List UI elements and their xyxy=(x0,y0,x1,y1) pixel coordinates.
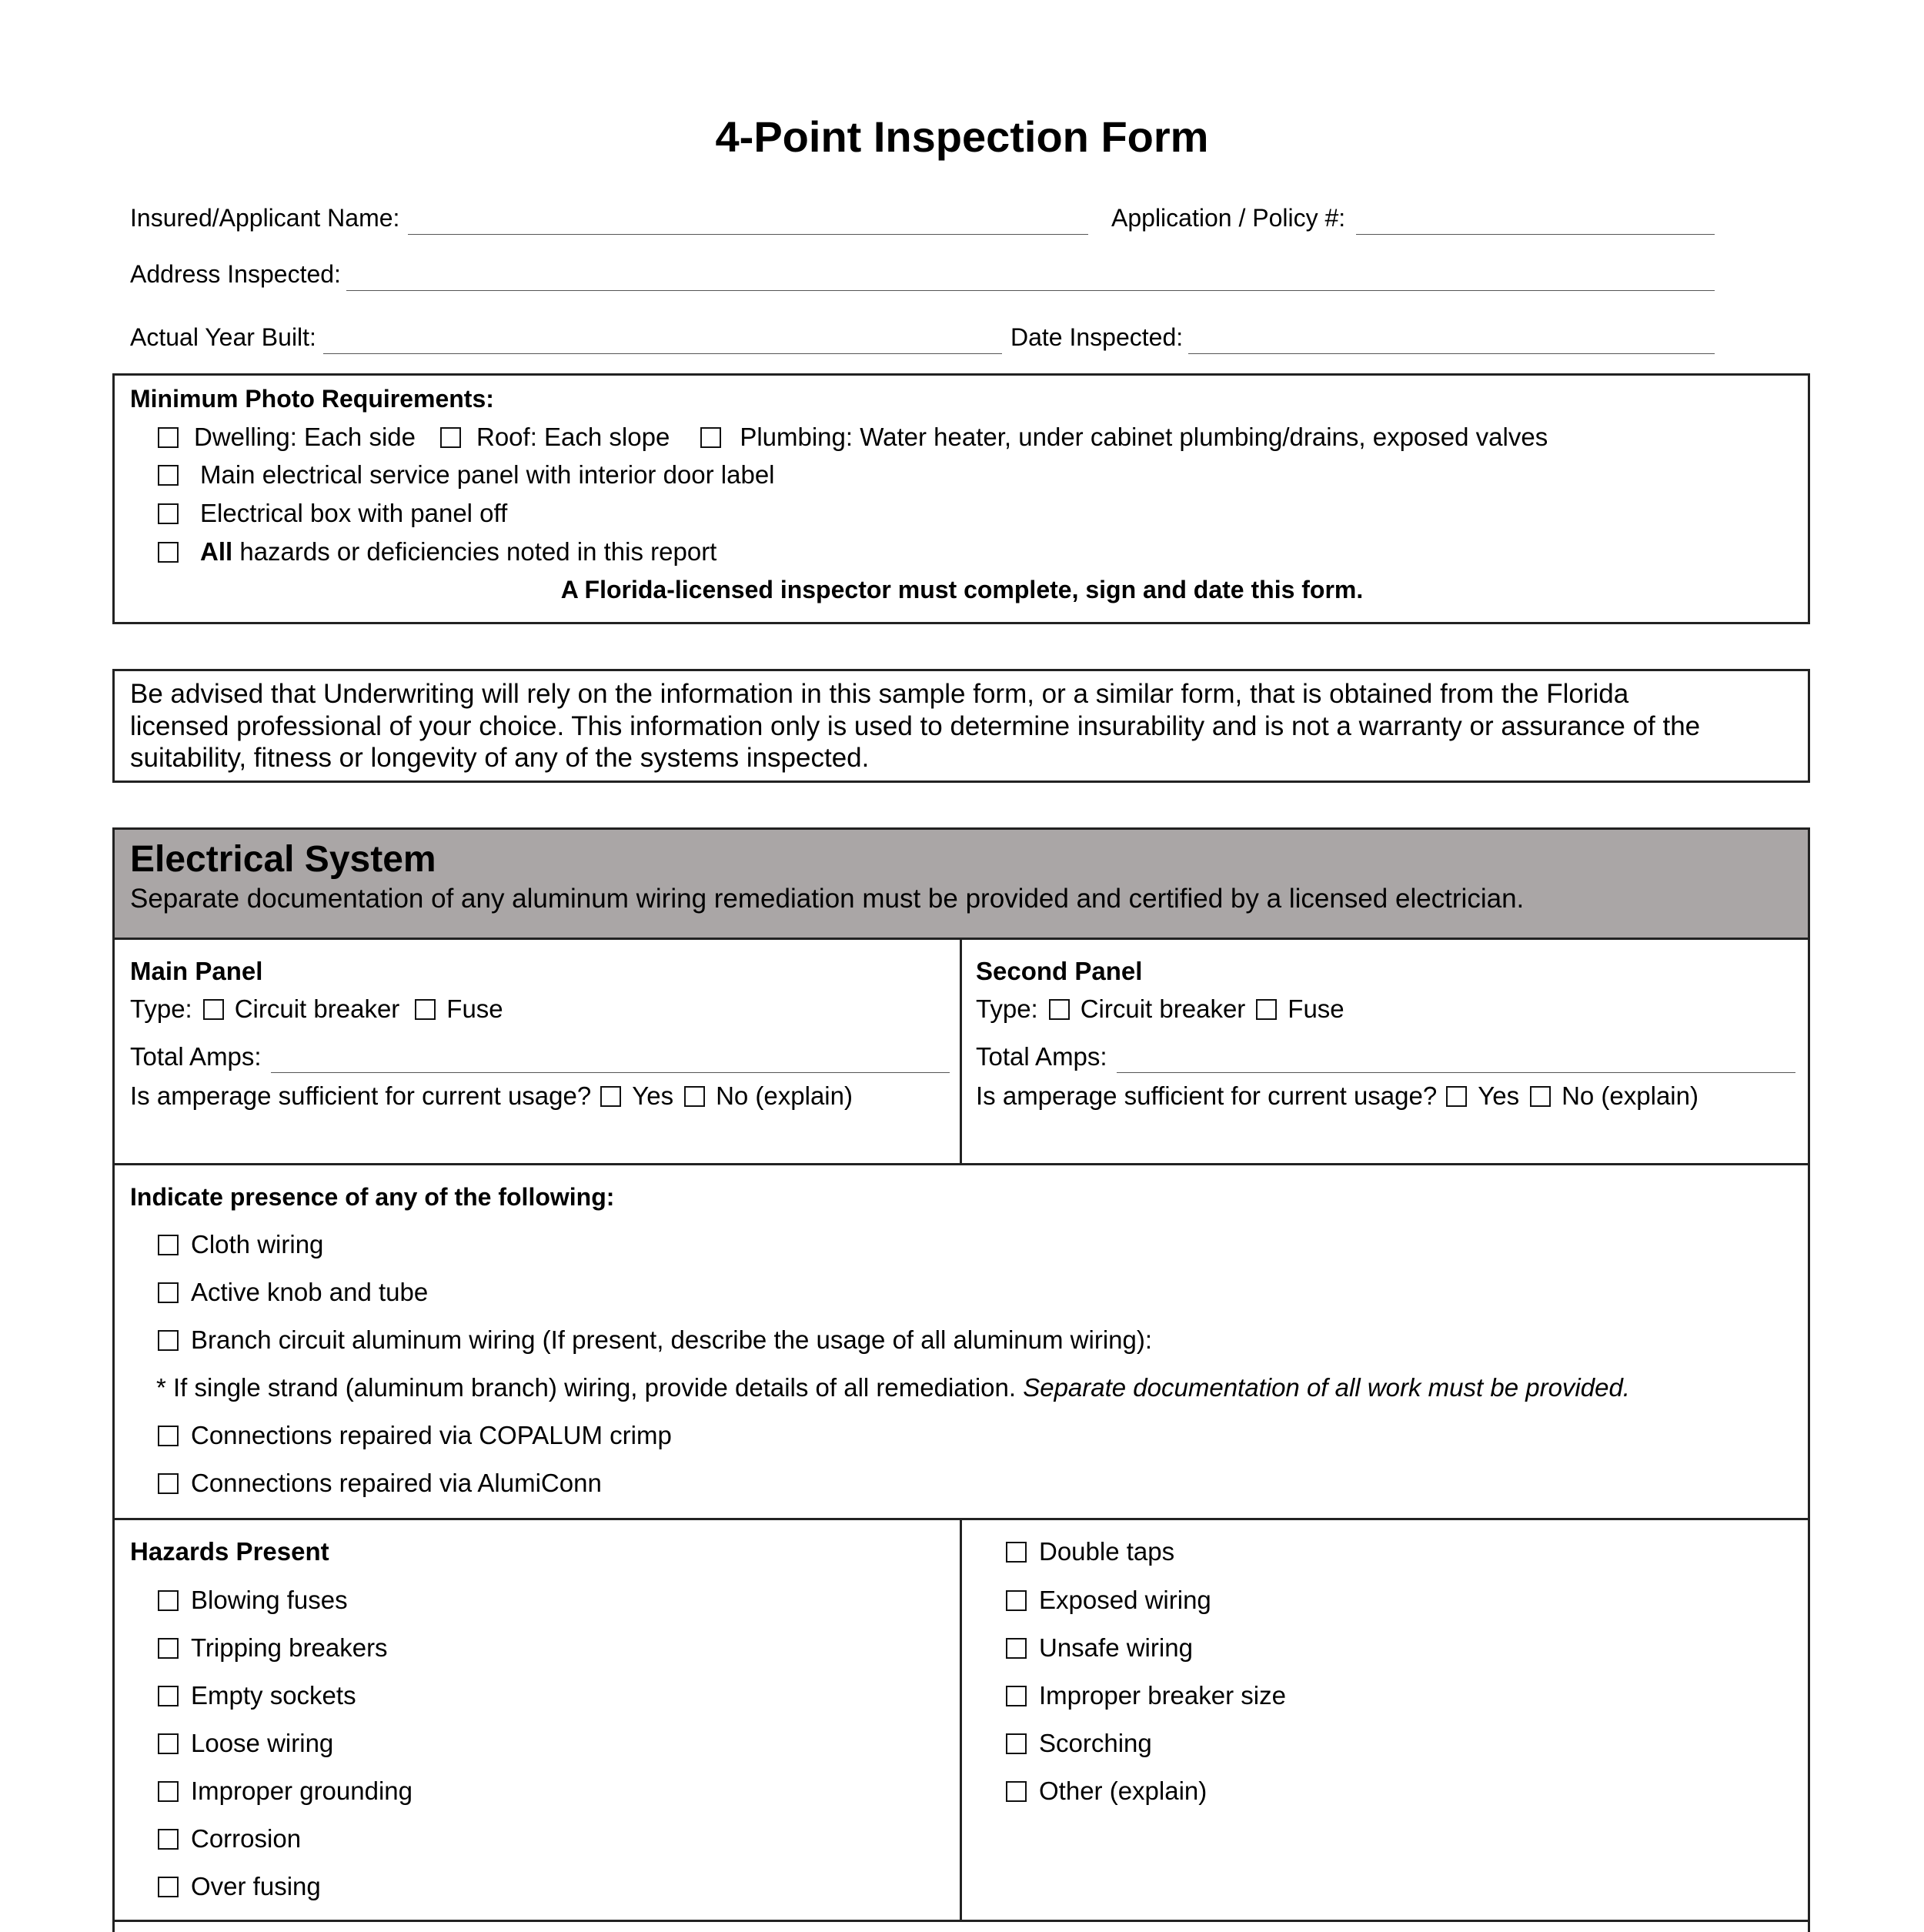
hazard-label: Scorching xyxy=(1039,1729,1152,1757)
scorching-checkbox[interactable] xyxy=(1006,1733,1027,1754)
main-fuse-checkbox[interactable] xyxy=(415,999,436,1020)
photo-row-1 xyxy=(158,423,1548,452)
all-hazards-bold: All xyxy=(200,537,233,566)
main-panel-type-row xyxy=(130,994,503,1024)
hazard-item xyxy=(1006,1537,1174,1566)
hazard-label: Tripping breakers xyxy=(191,1633,388,1662)
hazard-item xyxy=(158,1586,348,1615)
hazard-label: Exposed wiring xyxy=(1039,1586,1211,1614)
second-amperage-question: Is amperage sufficient for current usage? xyxy=(976,1081,1438,1110)
hazard-item xyxy=(1006,1633,1193,1663)
main-amps-field[interactable] xyxy=(271,1072,950,1073)
copalum-label: Connections repaired via COPALUM crimp xyxy=(191,1421,672,1449)
second-yes-label: Yes xyxy=(1478,1081,1520,1110)
single-strand-note-text: * If single strand (aluminum branch) wiring, provide details of all remediation. xyxy=(156,1373,1024,1402)
electrical-box-checkbox[interactable] xyxy=(158,503,179,524)
advisory-line-3: suitability, fitness or longevity of any of the systems inspected. xyxy=(130,743,870,773)
hazard-label: Other (explain) xyxy=(1039,1777,1208,1805)
date-inspected-label: Date Inspected: xyxy=(1010,323,1184,351)
plumbing-label: Plumbing: Water heater, under cabinet plumbing/drains, exposed valves xyxy=(740,423,1548,451)
photo-requirements-heading: Minimum Photo Requirements: xyxy=(130,385,494,413)
table-border-right xyxy=(1808,938,1810,1932)
main-panel-photo-label: Main electrical service panel with interior door label xyxy=(200,460,775,489)
second-panel-type-label: Type: xyxy=(976,994,1038,1023)
roof-label: Roof: Each slope xyxy=(476,423,670,451)
inspector-note: A Florida-licensed inspector must complete, sign and date this form. xyxy=(560,576,1364,603)
main-panel-type-label: Type: xyxy=(130,994,192,1023)
electrical-heading: Electrical System xyxy=(130,839,436,880)
tripping-breakers-checkbox[interactable] xyxy=(158,1638,179,1659)
hazard-item xyxy=(158,1681,356,1710)
second-amperage-row xyxy=(976,1081,1699,1111)
branch-aluminum-row xyxy=(158,1325,1152,1355)
all-hazards-checkbox[interactable] xyxy=(158,542,179,563)
over-fusing-checkbox[interactable] xyxy=(158,1877,179,1897)
presence-heading: Indicate presence of any of the following: xyxy=(130,1183,615,1211)
main-yes-label: Yes xyxy=(632,1081,674,1110)
second-panel-type-row xyxy=(976,994,1344,1024)
hazards-divider xyxy=(960,1518,962,1920)
hazard-item xyxy=(158,1777,413,1806)
corrosion-checkbox[interactable] xyxy=(158,1829,179,1850)
second-breaker-checkbox[interactable] xyxy=(1049,999,1070,1020)
hazard-item xyxy=(1006,1777,1207,1806)
second-panel-title: Second Panel xyxy=(976,957,1143,985)
year-built-field[interactable] xyxy=(323,353,1002,354)
year-built-label: Actual Year Built: xyxy=(130,323,316,351)
advisory-line-2: licensed professional of your choice. This information only is used to determine insurability and is not a warranty or assurance of the xyxy=(130,710,1701,741)
policy-number-field[interactable] xyxy=(1356,234,1715,235)
alumiconn-checkbox[interactable] xyxy=(158,1473,179,1494)
hazard-label: Blowing fuses xyxy=(191,1586,348,1614)
hazards-bottom-border xyxy=(112,1920,1810,1922)
hazard-item xyxy=(1006,1729,1152,1758)
knob-tube-checkbox[interactable] xyxy=(158,1282,179,1303)
alumiconn-label: Connections repaired via AlumiConn xyxy=(191,1469,602,1497)
main-fuse-label: Fuse xyxy=(446,994,503,1023)
dwelling-checkbox[interactable] xyxy=(158,427,179,448)
knob-tube-label: Active knob and tube xyxy=(191,1278,429,1306)
second-fuse-checkbox[interactable] xyxy=(1256,999,1277,1020)
second-no-checkbox[interactable] xyxy=(1530,1086,1551,1107)
hazard-label: Improper grounding xyxy=(191,1777,413,1805)
empty-sockets-checkbox[interactable] xyxy=(158,1686,179,1706)
insured-name-label: Insured/Applicant Name: xyxy=(130,204,400,232)
cloth-wiring-label: Cloth wiring xyxy=(191,1230,324,1258)
main-breaker-label: Circuit breaker xyxy=(234,994,400,1023)
main-panel-title: Main Panel xyxy=(130,957,263,985)
hazard-item xyxy=(158,1729,333,1758)
single-strand-note xyxy=(156,1373,1630,1402)
second-amps-label: Total Amps: xyxy=(976,1042,1107,1071)
electrical-subheading: Separate documentation of any aluminum wiring remediation must be provided and certified by a licensed electrician. xyxy=(130,884,1525,914)
cloth-wiring-checkbox[interactable] xyxy=(158,1235,179,1255)
hazard-label: Loose wiring xyxy=(191,1729,334,1757)
address-label: Address Inspected: xyxy=(130,260,341,288)
exposed-wiring-checkbox[interactable] xyxy=(1006,1590,1027,1611)
hazard-label: Empty sockets xyxy=(191,1681,356,1710)
second-yes-checkbox[interactable] xyxy=(1446,1086,1467,1107)
hazards-heading: Hazards Present xyxy=(130,1537,329,1566)
main-amps-label: Total Amps: xyxy=(130,1042,262,1071)
second-fuse-label: Fuse xyxy=(1288,994,1344,1023)
main-yes-checkbox[interactable] xyxy=(600,1086,621,1107)
panels-bottom-border xyxy=(112,1163,1810,1165)
hazard-label: Over fusing xyxy=(191,1872,321,1900)
hazard-item xyxy=(1006,1586,1211,1615)
hazard-item xyxy=(158,1872,321,1901)
policy-number-label: Application / Policy #: xyxy=(1111,204,1346,232)
hazard-item xyxy=(158,1824,301,1853)
single-strand-note-italic: Separate documentation of all work must be provided. xyxy=(1023,1373,1630,1402)
main-breaker-checkbox[interactable] xyxy=(203,999,224,1020)
copalum-checkbox[interactable] xyxy=(158,1426,179,1446)
second-no-label: No (explain) xyxy=(1562,1081,1699,1110)
hazard-label: Unsafe wiring xyxy=(1039,1633,1193,1662)
unsafe-wiring-checkbox[interactable] xyxy=(1006,1638,1027,1659)
main-no-checkbox[interactable] xyxy=(684,1086,705,1107)
hazard-label: Improper breaker size xyxy=(1039,1681,1286,1710)
main-amperage-question: Is amperage sufficient for current usage? xyxy=(130,1081,592,1110)
second-breaker-label: Circuit breaker xyxy=(1080,994,1246,1023)
main-panel-photo-checkbox[interactable] xyxy=(158,465,179,486)
knob-tube-row xyxy=(158,1278,428,1307)
advisory-line-1: Be advised that Underwriting will rely on the information in this sample form, or a similar form, that is obtained from the Florida xyxy=(130,679,1629,709)
roof-checkbox[interactable] xyxy=(440,427,461,448)
page-title: 4-Point Inspection Form xyxy=(715,112,1209,161)
hazard-item xyxy=(1006,1681,1286,1710)
branch-aluminum-checkbox[interactable] xyxy=(158,1330,179,1351)
double-taps-checkbox[interactable] xyxy=(1006,1542,1027,1563)
address-field[interactable] xyxy=(346,290,1715,291)
copalum-row xyxy=(158,1421,672,1450)
hazard-item xyxy=(158,1633,388,1663)
dwelling-label: Dwelling: Each side xyxy=(194,423,416,451)
plumbing-checkbox[interactable] xyxy=(700,427,721,448)
electrical-box-label: Electrical box with panel off xyxy=(200,499,508,527)
other-explain-checkbox[interactable] xyxy=(1006,1781,1027,1802)
cloth-wiring-row xyxy=(158,1230,323,1259)
insured-name-field[interactable] xyxy=(408,234,1088,235)
hazard-label: Corrosion xyxy=(191,1824,302,1853)
main-no-label: No (explain) xyxy=(716,1081,853,1110)
hazard-label: Double taps xyxy=(1039,1537,1175,1566)
advisory-text xyxy=(130,678,1700,774)
second-amps-field[interactable] xyxy=(1117,1072,1795,1073)
panels-divider xyxy=(960,938,962,1165)
improper-breaker-size-checkbox[interactable] xyxy=(1006,1686,1027,1706)
branch-aluminum-label: Branch circuit aluminum wiring (If present, describe the usage of all aluminum wiring): xyxy=(191,1325,1153,1354)
photo-row-3 xyxy=(158,499,507,528)
blowing-fuses-checkbox[interactable] xyxy=(158,1590,179,1611)
main-amperage-row xyxy=(130,1081,853,1111)
all-hazards-label: hazards or deficiencies noted in this report xyxy=(232,537,717,566)
photo-row-2 xyxy=(158,460,775,490)
photo-row-4 xyxy=(158,537,716,567)
alumiconn-row xyxy=(158,1469,602,1498)
table-border-left xyxy=(112,938,115,1932)
loose-wiring-checkbox[interactable] xyxy=(158,1733,179,1754)
improper-grounding-checkbox[interactable] xyxy=(158,1781,179,1802)
date-inspected-field[interactable] xyxy=(1188,353,1715,354)
